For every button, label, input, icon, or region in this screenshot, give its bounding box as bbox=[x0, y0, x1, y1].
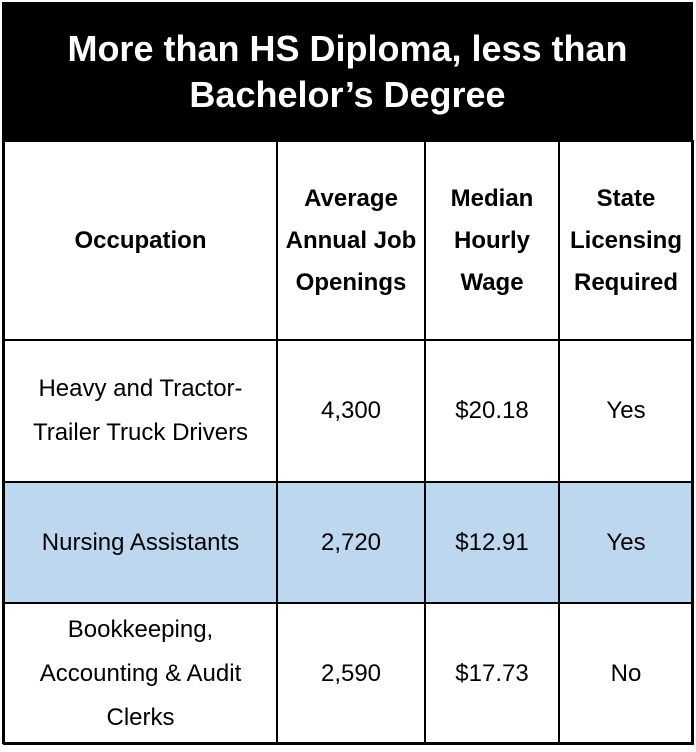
header-state-licensing: State Licensing Required bbox=[559, 141, 693, 340]
table-title: More than HS Diploma, less than Bachelor’s Degree bbox=[3, 3, 692, 140]
cell-job-openings: 2,590 bbox=[277, 603, 425, 744]
cell-job-openings: 2,720 bbox=[277, 482, 425, 603]
table-row bbox=[4, 340, 693, 482]
header-job-openings: Average Annual Job Openings bbox=[277, 141, 425, 340]
cell-median-wage: $20.18 bbox=[425, 340, 559, 482]
cell-state-licensing: No bbox=[559, 603, 693, 744]
header-median-wage: Median Hourly Wage bbox=[425, 141, 559, 340]
cell-median-wage: $12.91 bbox=[425, 482, 559, 603]
cell-median-wage: $17.73 bbox=[425, 603, 559, 744]
cell-occupation: Heavy and Tractor-Trailer Truck Drivers bbox=[4, 340, 277, 482]
header-occupation: Occupation bbox=[4, 141, 277, 340]
cell-job-openings: 4,300 bbox=[277, 340, 425, 482]
header-row bbox=[4, 141, 693, 340]
occupation-table bbox=[3, 140, 694, 745]
cell-occupation: Nursing Assistants bbox=[4, 482, 277, 603]
cell-occupation: Bookkeeping, Accounting & Audit Clerks bbox=[4, 603, 277, 744]
table-row bbox=[4, 603, 693, 744]
table-row-highlighted bbox=[4, 482, 693, 603]
cell-state-licensing: Yes bbox=[559, 340, 693, 482]
cell-state-licensing: Yes bbox=[559, 482, 693, 603]
